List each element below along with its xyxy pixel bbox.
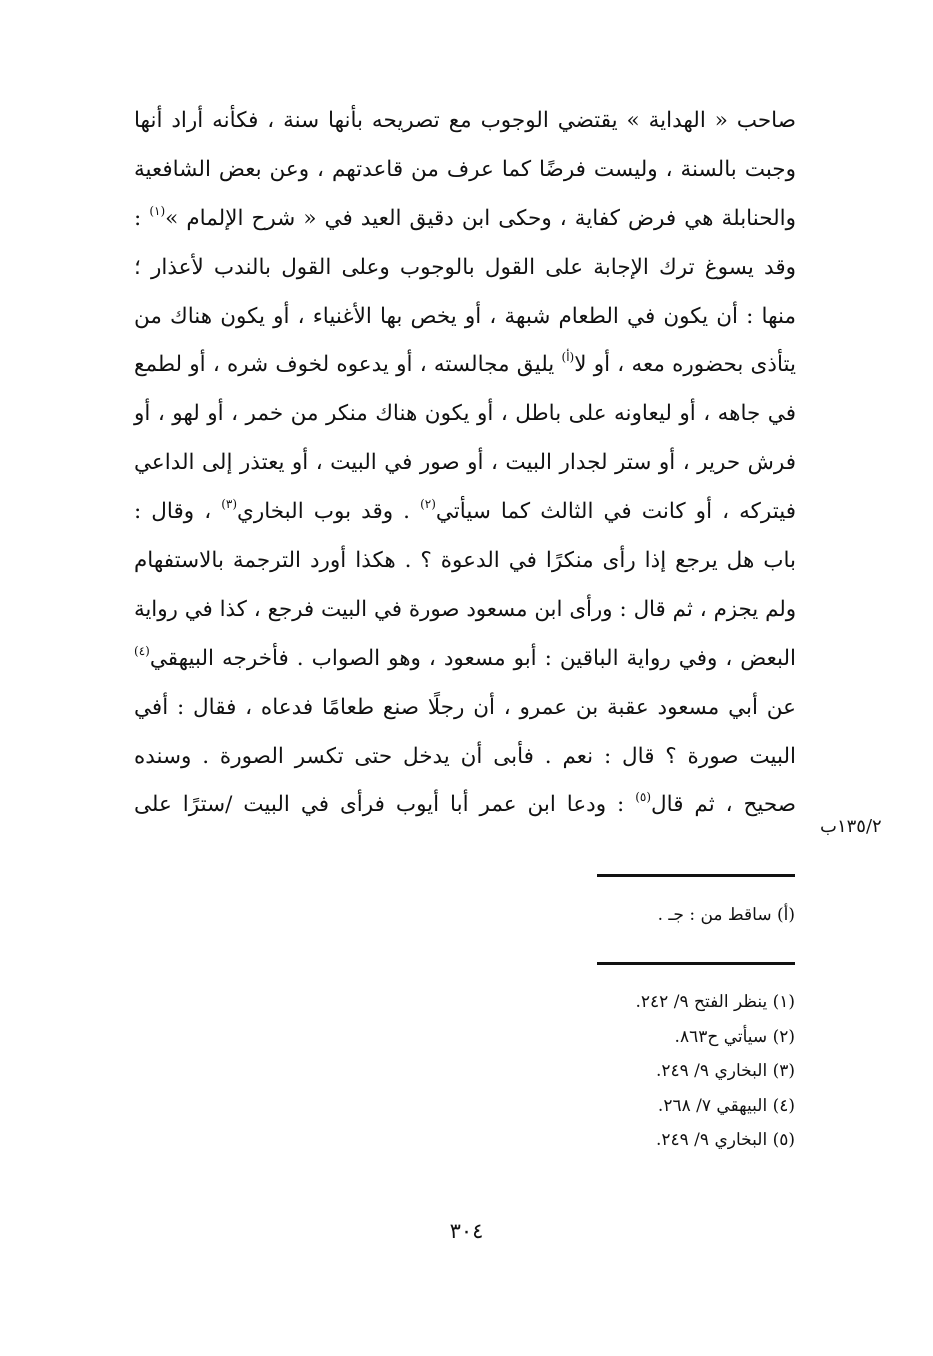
text-segment: وقد يسوغ ترك الإجابة على القول بالوجوب وعلى القول بالندب لأعذار ؛ xyxy=(134,254,796,280)
footnote-item: (٣) البخاري ٩/ ٢٤٩. xyxy=(655,1061,795,1081)
text-line-3 xyxy=(134,195,796,244)
text-line-14 xyxy=(134,733,796,782)
text-segment: : xyxy=(134,205,150,231)
footnote-marker-4[interactable]: (٤) xyxy=(134,643,150,658)
text-line-11 xyxy=(134,586,796,635)
text-segment: عن أبي مسعود عقبة بن عمرو ، أن رجلًا صنع طعامًا فدعاه ، فقال : أفي xyxy=(134,694,796,720)
text-line-9 xyxy=(134,488,796,537)
footnotes-divider xyxy=(597,962,795,965)
page-number: ٣٠٤ xyxy=(449,1219,484,1243)
text-line-7 xyxy=(134,390,796,439)
footnotes-list xyxy=(635,985,795,1158)
variant-note: (أ) ساقط من : جـ . xyxy=(657,905,795,925)
footnote-item: (٥) البخاري ٩/ ٢٤٩. xyxy=(655,1130,795,1150)
text-segment: صحيح ، ثم قال xyxy=(651,792,797,818)
text-segment: يتأذى بحضوره معه ، أو لا xyxy=(574,352,796,378)
text-line-8 xyxy=(134,439,796,488)
footnote-marker-3[interactable]: (٣) xyxy=(221,496,238,511)
variant-marker-a[interactable]: (أ) xyxy=(561,350,575,365)
text-line-13 xyxy=(134,684,796,733)
footnote-item: (٤) البيهقي ٧/ ٢٦٨. xyxy=(657,1095,795,1116)
text-segment: البيت صورة ؟ قال : نعم . فأبى أن يدخل حتى تكسر الصورة . وسنده xyxy=(134,743,796,769)
footnote-item: (١) ينظر الفتح ٩/ ٢٤٢. xyxy=(635,992,795,1012)
text-segment: ، وقال : xyxy=(134,499,222,525)
text-segment: البعض ، وفي رواية الباقين : أبو مسعود ، وهو الصواب . فأخرجه البيهقي xyxy=(149,645,796,671)
text-line-15 xyxy=(134,781,796,830)
text-segment: والحنابلة هي فرض كفاية ، وحكى ابن دقيق العيد في « شرح الإلمام » xyxy=(165,205,797,231)
text-segment: صاحب « الهداية » يقتضي الوجوب مع تصريحه بأنها سنة ، فكأنه أراد أنها xyxy=(134,108,796,133)
text-line-1 xyxy=(134,97,796,146)
manuscript-folio-reference: ١٣٥/٢ب xyxy=(820,816,882,837)
text-segment: فيتركه ، أو كانت في الثالث كما سيأتي xyxy=(435,499,796,525)
text-segment: في جاهه ، أو ليعاونه على باطل ، أو يكون هناك منكر من خمر ، أو لهو ، أو xyxy=(134,401,796,427)
text-line-5 xyxy=(134,293,796,342)
text-line-4 xyxy=(134,244,796,293)
text-segment: : ودعا ابن عمر أبا أيوب فرأى في البيت /سترًا على xyxy=(134,792,636,818)
text-segment: وجبت بالسنة ، وليست فرضًا كما عرف من قاعدتهم ، وعن بعض الشافعية xyxy=(134,156,796,182)
text-segment: ولم يجزم ، ثم قال : ورأى ابن مسعود صورة في البيت فرجع ، كذا في رواية xyxy=(134,596,796,622)
text-segment: فرش حرير ، أو ستر لجدار البيت ، أو صور في البيت ، أو يعتذر إلى الداعي xyxy=(134,450,796,476)
text-segment: باب هل يرجع إذا رأى منكرًا في الدعوة ؟ . هكذا أورد الترجمة بالاستفهام xyxy=(134,548,796,574)
text-line-6 xyxy=(134,341,796,390)
main-text xyxy=(134,97,796,830)
variant-notes-divider xyxy=(597,874,795,877)
footnote-marker-1[interactable]: (١) xyxy=(149,203,166,218)
footnote-marker-2[interactable]: (٢) xyxy=(420,496,436,511)
text-segment: يليق مجالسته ، أو يدعوه لخوف شره ، أو لطمع xyxy=(134,352,562,378)
text-line-10 xyxy=(134,537,796,586)
text-line-2 xyxy=(134,146,796,195)
text-segment: . وقد بوب البخاري xyxy=(237,499,421,525)
text-segment: منها : أن يكون في الطعام شبهة ، أو يخص بها الأغنياء ، أو يكون هناك من xyxy=(134,303,796,329)
footnote-item: (٢) سيأتي ح٨٦٣. xyxy=(674,1026,795,1047)
text-line-12 xyxy=(134,635,796,684)
footnote-marker-5[interactable]: (٥) xyxy=(635,790,652,805)
